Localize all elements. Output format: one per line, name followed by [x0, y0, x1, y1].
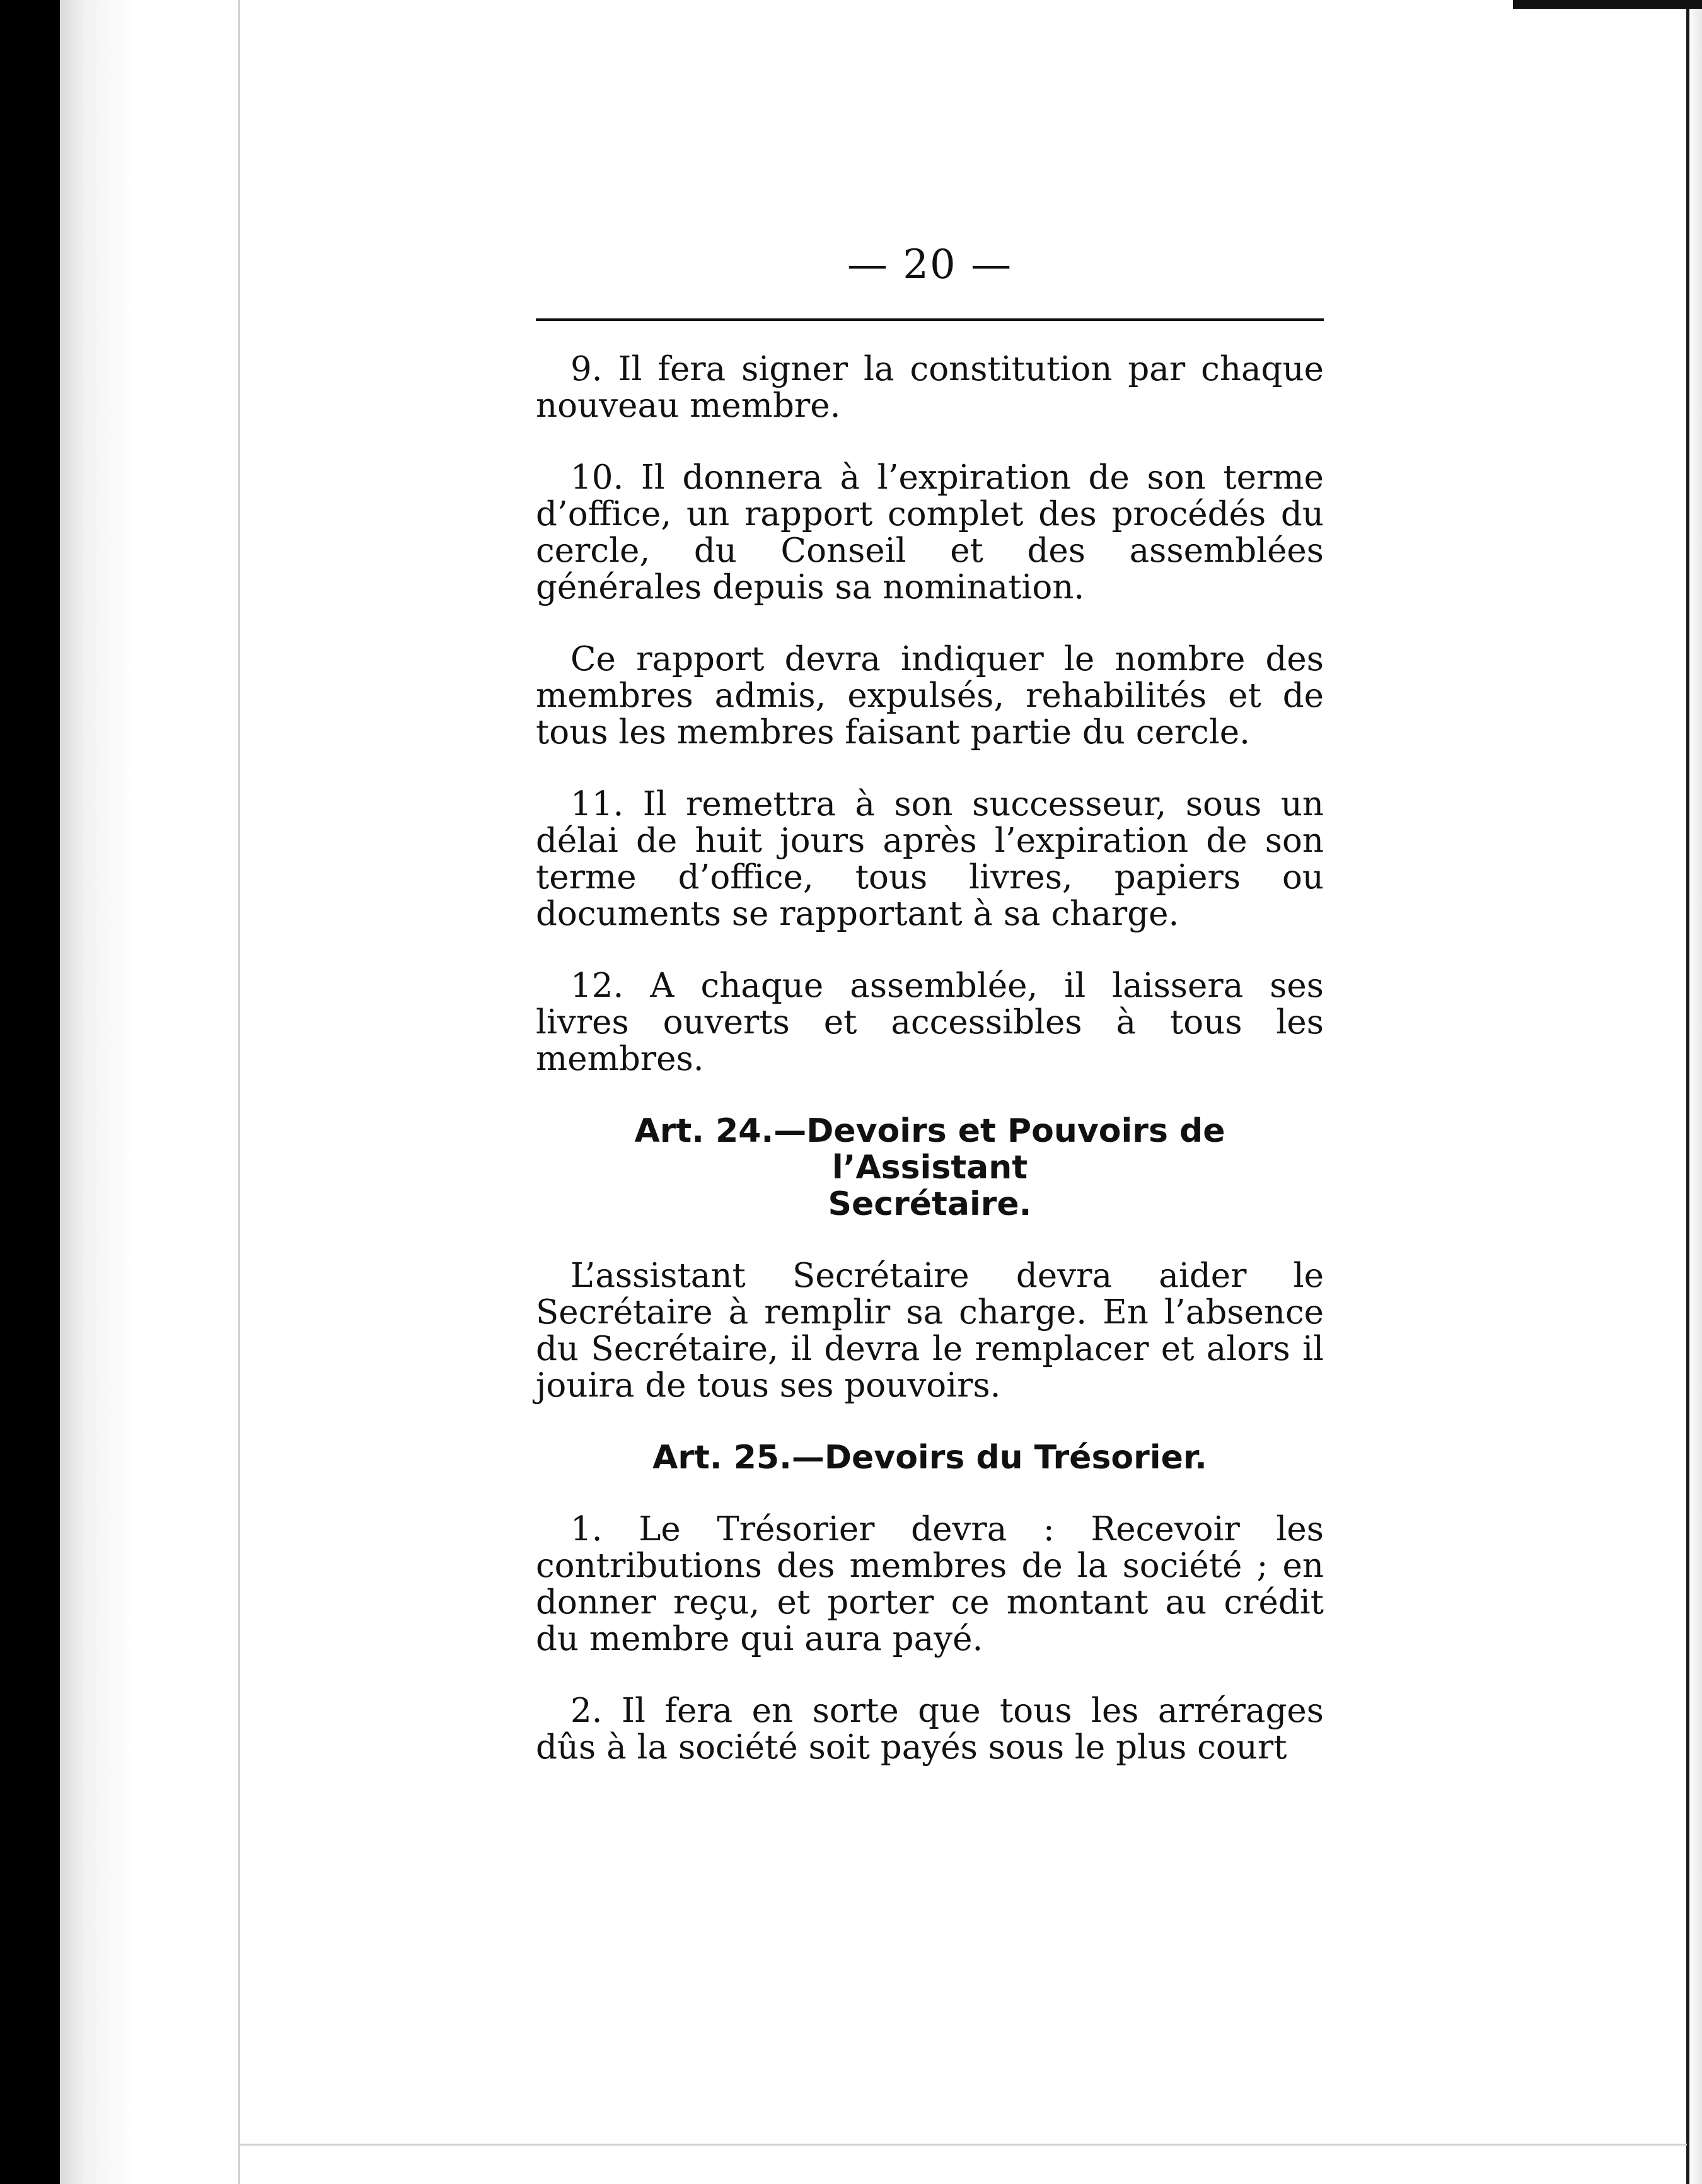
scan-right-line — [1686, 0, 1689, 2184]
article-25-item-2: 2. Il fera en sorte que tous les arrérages dûs à la société soit payés sous le plus court — [536, 1692, 1324, 1767]
page-edge-line — [238, 0, 240, 2184]
article-24-heading-line1: Art. 24.—Devoirs et Pouvoirs de l’Assistant — [634, 1112, 1225, 1187]
paragraph-rapport: Ce rapport devra indiquer le nombre des membres admis, expulsés, rehabilités et de tous les membres faisant partie du cercle. — [536, 640, 1324, 752]
article-25-item-1: 1. Le Trésorier devra : Recevoir les contributions des membres de la société ; en donner reçu, et porter ce montant au crédit du membre qui aura payé. — [536, 1510, 1324, 1658]
scan-top-right-mark — [1513, 0, 1702, 9]
document-page — [536, 240, 1324, 1766]
paragraph-item-11: 11. Il remettra à son successeur, sous un délai de huit jours après l’expiration de son terme d’office, tous livres, papiers ou documents se rapportant à sa charge. — [536, 785, 1324, 933]
article-24-text: L’assistant Secrétaire devra aider le Secrétaire à remplir sa charge. En l’absence du Secrétaire, il devra le remplacer et alors il jouira de tous ses pouvoirs. — [536, 1257, 1324, 1405]
article-24-heading-line2: Secrétaire. — [828, 1185, 1032, 1223]
paragraph-item-9: 9. Il fera signer la constitution par chaque nouveau membre. — [536, 350, 1324, 425]
paragraph-item-12: 12. A chaque assemblée, il laissera ses livres ouverts et accessibles à tous les membres. — [536, 967, 1324, 1078]
page-number: — 20 — — [847, 241, 1013, 288]
page-edge-shadow — [60, 0, 243, 2184]
page-bottom-edge — [240, 2144, 1687, 2146]
header-rule — [536, 318, 1324, 321]
article-24-heading — [536, 1113, 1324, 1223]
scan-left-border — [0, 0, 60, 2184]
paragraph-item-10: 10. Il donnera à l’expiration de son terme d’office, un rapport complet des procédés du cercle, du Conseil et des assemblées générales depuis sa nomination. — [536, 458, 1324, 607]
article-25-heading: Art. 25.—Devoirs du Trésorier. — [652, 1439, 1207, 1477]
